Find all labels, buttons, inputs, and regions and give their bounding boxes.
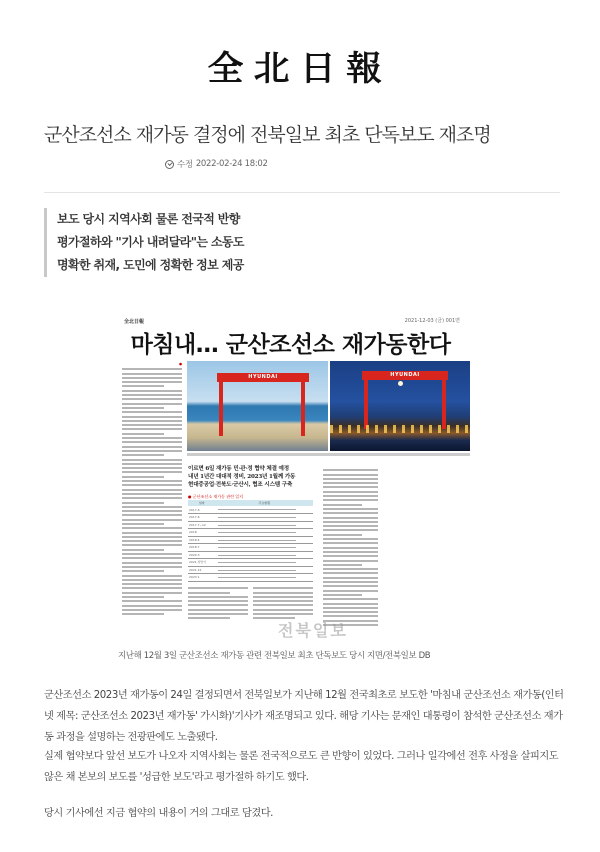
masthead [0, 40, 600, 90]
divider [44, 192, 560, 193]
meta-label: 수정 [177, 160, 193, 170]
clipping-subhead: 이르면 6일 재가동 민·관·정 협약 체결 예정 내년 1년간 대대적 정비, 2023년 1월께 가동 현대중공업·전북도·군산시, 협조 시스템 구축 [188, 466, 296, 488]
clipping-text-column [253, 585, 313, 622]
article-headline: 군산조선소 재가동 결정에 전북일보 최초 단독보도 재조명 [44, 124, 491, 146]
summary-item: 보도 당시 지역사회 물론 전국적 반향 [57, 212, 240, 226]
clipping-date: 2021-12-03 (금) 001면 [404, 318, 460, 324]
image-caption: 지난해 12월 3일 군산조선소 재가동 관련 전북일보 최초 단독보도 당시 지면/전북일보 DB [118, 651, 431, 661]
clipping-timeline-table: 일자 주요현황 2017.6 2017.6 2017.7~12 2018 2018.4 2018.7 2020.3 2021.상반기 2021.12 2023.1 [188, 500, 313, 582]
article-meta [165, 158, 268, 170]
crane-label: HYUNDAI [217, 373, 309, 382]
clipping-text-column [188, 585, 248, 622]
article-summary [44, 208, 244, 277]
clipping-watermark: 전북일보 [278, 621, 348, 640]
moon [398, 381, 403, 386]
clipping-text-column [323, 467, 378, 628]
photo-caption-line [187, 453, 470, 456]
summary-item: 평가절하와 "기사 내려달라"는 소동도 [57, 235, 244, 249]
crane-label: HYUNDAI [362, 371, 448, 380]
clipping-table-title: ● 군산조선소 재가동 관련 일지 [188, 494, 243, 499]
article-paragraph: 당시 기사에선 지금 협약의 내용이 거의 그대로 담겼다. [44, 808, 273, 819]
article-paragraph: 군산조선소 2023년 재가동이 24일 결정되면서 전북일보가 지난해 12월 전국최초로 보도한 '마침내 군산조선소 재가동(인터넷 제목: 군산조선소 2023년 재가동' 가시화)'기사가 재조명되고 있다. 해당 기사는 문재인 대통령이 참석한 군산조선소 재가동 과정을 설명하는 전광판에도 노출됐다. [44, 690, 564, 743]
clock-icon [165, 160, 174, 169]
newspaper-clipping-image [118, 310, 478, 640]
clipping-title: 마침내… 군산조선소 재가동한다 [130, 332, 451, 358]
bullet-icon: ● [178, 362, 182, 366]
clipping-paper-logo: 全北日報 [124, 319, 145, 325]
meta-datetime: 2022-02-24 18:02 [195, 159, 268, 169]
shipyard-photo-day [187, 361, 328, 451]
article-paragraph: 실제 협약보다 앞선 보도가 나오자 지역사회는 물론 전국적으로도 큰 반향이 있었다. 그러나 일각에선 전후 사정을 살피지도 않은 채 본보의 보도를 '성급한 보도'라고 평가절하 하기도 했다. [44, 751, 559, 783]
summary-item: 명확한 취재, 도민에 정확한 정보 제공 [57, 258, 244, 272]
clipping-text-column [122, 362, 182, 638]
newspaper-logo[interactable]: 全北日報 [207, 48, 393, 89]
shipyard-photo-night [330, 361, 470, 451]
